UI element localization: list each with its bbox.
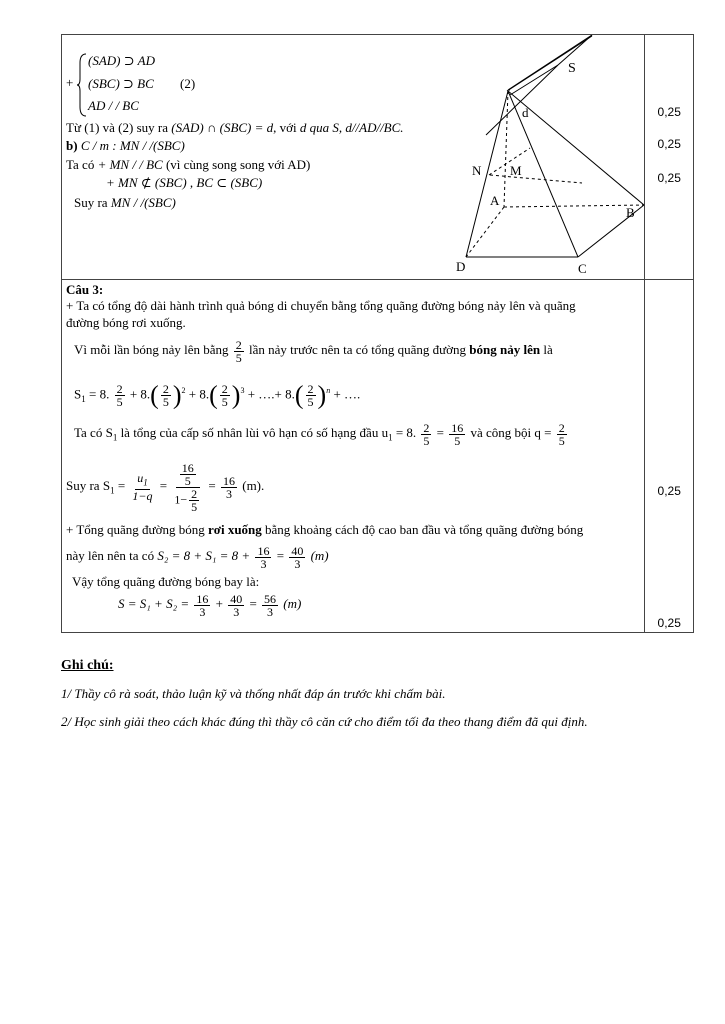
formula-S1-result: Suy ra $S_1$ = $\frac{u_1}{1-q}$ = $\frac{16}{5}$ 1− $\frac{2}{5}$ = $\frac{16}{3}$ (m). <box>66 460 265 514</box>
para-9: Vậy tổng quãng đường bóng bay là: <box>72 574 260 589</box>
line-e <box>74 195 176 211</box>
label-A: A <box>490 193 500 208</box>
para-7: + Tổng quãng đường bóng rơi xuống bằng khoảng cách độ cao ban đầu và tổng quãng đường bóng <box>66 522 584 537</box>
label-M: M <box>510 163 522 178</box>
score-3: 0,25 <box>657 171 681 185</box>
para-8: này lên nên ta có S₂ = 8 + S₁ = 8 + $\frac{16}{3}$ = $\frac{40}{3}$ (m) <box>66 543 329 571</box>
notes-title: Ghi chú: <box>61 658 114 673</box>
system-line-2: (SBC) ⊃ BC <box>88 76 154 91</box>
score-5: 0,25 <box>657 616 681 630</box>
line-d-left <box>510 65 558 95</box>
para-3-mid: lần nảy trước nên ta có tổng quãng đường <box>249 342 467 357</box>
edge-AD <box>466 207 504 257</box>
segment-MN <box>490 175 582 183</box>
formula-S1: $S_1 = 8$. $\frac{2}{5}$ + 8.( $\frac{2}{5}$ )$^2$ + 8.( $\frac{2}{5}$ )$^3$ + ….+ 8.( $\frac{2}{5}$ )$^n$ + …. <box>74 380 361 410</box>
para-3 <box>74 338 553 364</box>
line-c-post: (vì cùng song song với AD) <box>165 157 311 172</box>
label-S: S <box>568 61 576 76</box>
score-1: 0,25 <box>657 105 681 119</box>
line-c-math: + MN / / BC <box>97 157 163 172</box>
label-C: C <box>578 261 587 276</box>
part1-content <box>62 35 645 280</box>
system-line-3: AD / / BC <box>88 98 139 113</box>
answer-table <box>61 34 694 633</box>
line-c-pre: Ta có <box>66 157 95 172</box>
question-title: Câu 3: <box>66 282 104 297</box>
line-a-pre: Từ (1) và (2) suy ra <box>66 120 168 135</box>
notes-section <box>61 658 701 730</box>
line-a-post: , với <box>273 120 297 135</box>
line-e-pre: Suy ra <box>74 195 108 210</box>
line-b-text: C / m : MN / /(SBC) <box>80 138 185 153</box>
line-a-d: d <box>299 120 307 135</box>
line-e-math: MN / /(SBC) <box>110 195 176 210</box>
label-N: N <box>472 163 482 178</box>
left-brace-icon <box>76 53 88 117</box>
system-line-2-tag: (2) <box>180 76 196 91</box>
fraction-2-5: $\frac{2}{5}$ <box>235 337 242 365</box>
para-2: đường bóng rơi xuống. <box>66 315 186 330</box>
system-line-1: (SAD) ⊃ AD <box>88 53 155 68</box>
note-2: 2/ Học sinh giải theo cách khác đúng thì thầy cô căn cứ cho điểm tối đa theo thang điểm đã qui định. <box>61 714 588 729</box>
system-plus: + <box>66 75 74 90</box>
para-3-pre: Vì mỗi lần bóng nảy lên bằng <box>74 342 229 357</box>
edge-AB <box>504 205 644 207</box>
score-2: 0,25 <box>657 137 681 151</box>
para-5: Ta có $S_1$ là tổng của cấp số nhân lùi vô hạn có số hạng đầu $u_1 = 8$. $\frac{2}{5}$ = $\frac{16}{5}$ và công bội q = $\frac{2}{5}$ <box>74 420 565 448</box>
para-1: + Ta có tổng độ dài hành trình quả bóng di chuyển bằng tổng quãng đường bóng nảy lên và quãng <box>66 298 576 313</box>
line-d: + MN ⊄ (SBC) , BC ⊂ (SBC) <box>106 175 263 190</box>
line-b <box>66 138 185 154</box>
line-c <box>66 157 310 173</box>
line-b-label: b) <box>66 138 78 153</box>
line-intersection <box>66 120 404 136</box>
part2-content <box>62 280 645 633</box>
label-D: D <box>456 259 466 274</box>
para-3-bold: bóng nảy lên <box>469 342 541 357</box>
label-d: d <box>522 105 529 120</box>
edge-SA <box>504 91 508 207</box>
pyramid-diagram <box>450 35 646 279</box>
label-B: B <box>626 205 635 220</box>
score-4: 0,25 <box>657 484 681 498</box>
formula-total: S = S₁ + S₂ = $\frac{16}{3}$ + $\frac{40}{3}$ = $\frac{56}{3}$ (m) <box>118 591 302 619</box>
line-a-math: (SAD) ∩ (SBC) = d <box>171 120 274 135</box>
part1-scores <box>645 35 694 280</box>
note-1: 1/ Thầy cô rà soát, thảo luận kỹ và thống nhất đáp án trước khi chấm bài. <box>61 686 446 701</box>
para-3-end: là <box>543 342 553 357</box>
part2-scores <box>645 280 694 633</box>
line-a-end: qua S, d//AD//BC. <box>309 120 404 135</box>
